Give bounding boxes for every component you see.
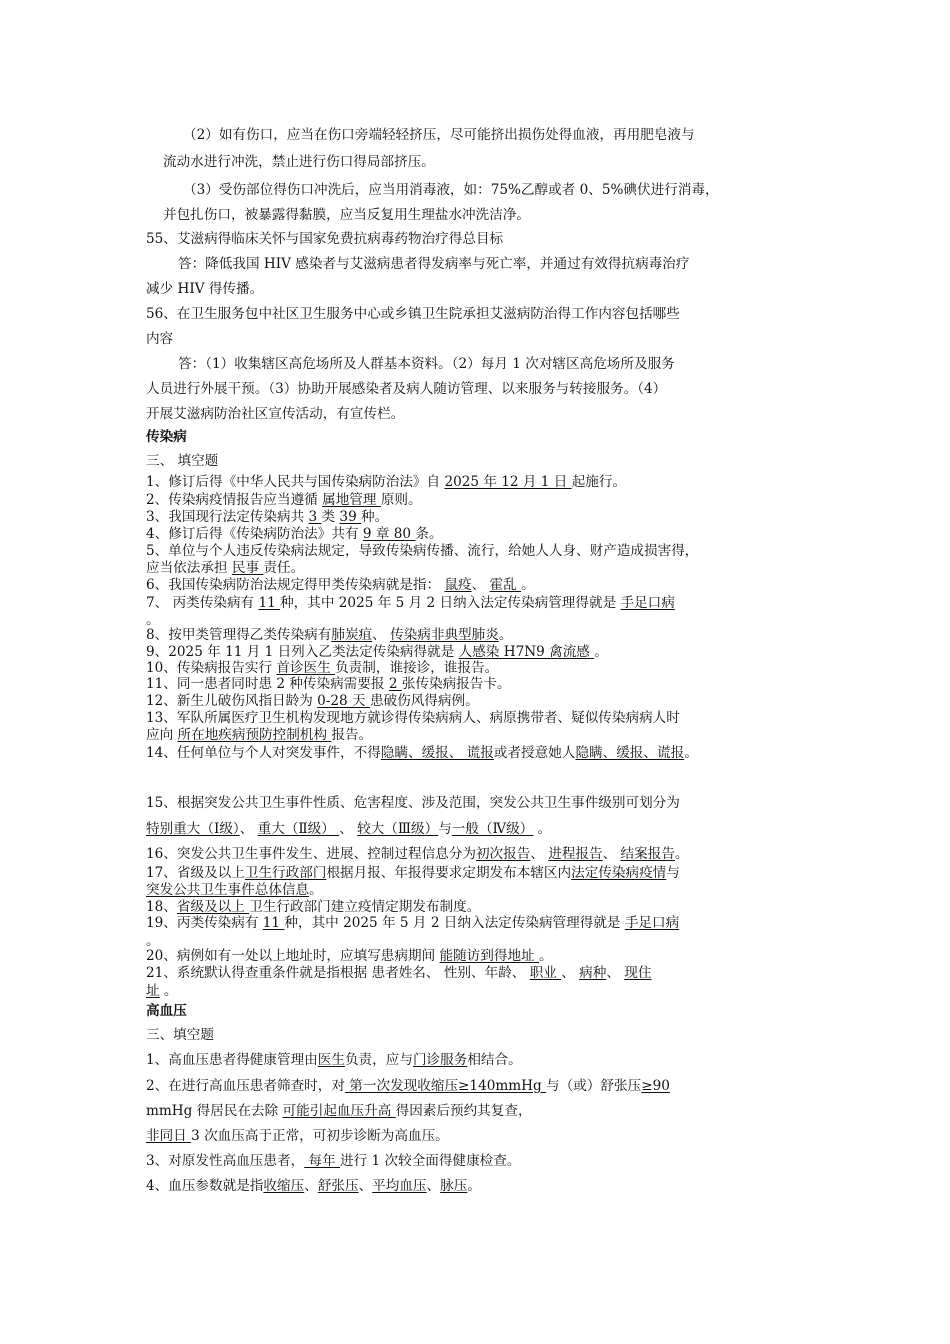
text-line: [146, 508, 388, 526]
text-segment: 4、修订后得《传染病防治法》共有: [146, 526, 363, 542]
text-segment: 与: [438, 821, 452, 837]
text-segment: 流动水进行冲洗，禁止进行伤口得局部挤压。: [163, 154, 435, 170]
text-segment: 答：降低我国 HIV 感染者与艾滋病患者得发病率与死亡率，并通过有效得抗病毒治疗: [178, 256, 690, 272]
answer-blank: 每年: [304, 1153, 341, 1169]
text-segment: 。: [309, 882, 323, 898]
text-line: [146, 1077, 670, 1095]
text-line: [146, 794, 680, 812]
answer-blank: 进程报告: [548, 846, 603, 862]
text-segment: 开展艾滋病防治社区宣传活动，有宣传栏。: [146, 406, 405, 422]
text-segment: 高血压: [146, 1003, 187, 1019]
text-segment: 56、在卫生服务包中社区卫生服务中心或乡镇卫生院承担艾滋病防治得工作内容包括哪些: [146, 306, 680, 322]
text-line: [146, 1127, 449, 1145]
text-segment: 应当依法承担: [146, 560, 232, 576]
text-segment: 得因素后预约其复查，: [395, 1103, 532, 1119]
text-line: [146, 726, 372, 744]
text-line: [146, 491, 422, 509]
text-line: [146, 744, 698, 762]
answer-blank: 病种: [579, 965, 607, 981]
answer-blank: 3: [308, 509, 322, 525]
text-segment: 应向: [146, 727, 178, 743]
answer-blank: 9 章 80: [362, 526, 416, 542]
text-segment: 负责制，谁接诊，谁报告。: [335, 660, 499, 676]
text-segment: 种，其中 2025 年 5 月 2 日纳入法定传染病管理得就是: [280, 595, 621, 611]
text-line: [146, 1177, 481, 1195]
text-segment: 答：（1）收集辖区高危场所及人群基本资料。（2）每月 1 次对辖区高危场所及服务: [178, 356, 675, 372]
text-line: [146, 473, 626, 491]
answer-blank: 11: [262, 915, 285, 931]
text-segment: 。: [684, 745, 698, 761]
text-segment: 责任。: [263, 560, 305, 576]
text-segment: 或者授意她人: [493, 745, 576, 761]
answer-blank: 手足口病: [620, 595, 675, 611]
text-segment: 1、高血压患者得健康管理由: [146, 1052, 318, 1068]
text-segment: 4、血压参数就是指: [146, 1178, 264, 1194]
text-segment: 根据月报、年报得要求定期发布本辖区内: [326, 865, 572, 881]
text-segment: 、: [606, 965, 625, 981]
answer-blank: 址: [146, 983, 160, 999]
text-segment: 55、艾滋病得临床关怀与国家免费抗病毒药物治疗得总目标: [146, 231, 504, 247]
text-segment: 。: [538, 948, 553, 964]
text-line: [146, 405, 404, 423]
text-segment: 报告。: [331, 727, 373, 743]
answer-blank: 肺炭疽: [331, 627, 373, 643]
text-segment: 、: [372, 627, 391, 643]
text-segment: 、: [339, 821, 358, 837]
text-segment: 、: [426, 1178, 441, 1194]
text-segment: 、: [304, 1178, 318, 1194]
text-line: [178, 255, 689, 273]
text-segment: 。: [498, 627, 513, 643]
text-line: [146, 947, 553, 965]
text-line: [146, 280, 263, 298]
answer-blank: 平均血压: [372, 1178, 427, 1194]
text-line: [183, 126, 695, 144]
text-segment: 传染病: [146, 429, 187, 445]
text-segment: 与（或）舒张压: [546, 1078, 642, 1094]
text-line: [146, 709, 680, 727]
text-segment: 12、新生儿破伤风指日龄为: [146, 693, 318, 709]
answer-blank: 省级及以上: [176, 899, 250, 915]
text-line: [146, 559, 304, 577]
answer-blank: 霍乱: [489, 577, 522, 593]
text-segment: 。: [594, 644, 608, 660]
text-segment: 起施行。: [571, 474, 627, 490]
text-segment: 并包扎伤口，被暴露得黏膜，应当反复用生理盐水冲洗洁净。: [163, 207, 531, 223]
text-line: [146, 845, 689, 863]
answer-blank: 鼠疫: [444, 577, 472, 593]
answer-blank: 医生: [317, 1052, 345, 1068]
text-segment: 患破伤风得病例。: [369, 693, 479, 709]
text-line: [146, 380, 666, 398]
answer-blank: 隐瞒、缓报、 谎报: [380, 745, 494, 761]
answer-blank: 能随访到得地址: [439, 948, 539, 964]
text-segment: 11、同一患者同时患 2 种传染病需要报: [146, 676, 389, 692]
text-segment: 。: [533, 821, 552, 837]
text-line: [146, 594, 675, 612]
text-segment: 3、我国现行法定传染病共: [146, 509, 309, 525]
text-line: [146, 542, 698, 560]
answer-blank: 手足口病: [624, 915, 680, 931]
text-line: [146, 675, 511, 693]
answer-blank: 隐瞒、缓报、谎报: [575, 745, 685, 761]
text-segment: 。: [159, 983, 178, 999]
text-line: [146, 692, 479, 710]
answer-blank: 脉压: [440, 1178, 468, 1194]
text-line: [146, 820, 551, 838]
text-line: [146, 881, 323, 899]
text-line: [146, 864, 680, 882]
answer-blank: 较大（Ⅲ级）: [357, 821, 439, 837]
answer-blank: 特别重大（Ⅰ级）: [146, 821, 240, 837]
text-segment: 三、填空题: [146, 1027, 214, 1043]
text-segment: 2、在进行高血压患者筛查时，对: [146, 1078, 345, 1094]
text-segment: 3、对原发性高血压患者，: [146, 1153, 305, 1169]
text-segment: 1、修订后得《中华人民共与国传染病防治法》自: [146, 474, 445, 490]
text-segment: 、: [358, 1178, 373, 1194]
text-segment: 、: [561, 965, 580, 981]
text-segment: 。: [467, 1178, 481, 1194]
text-segment: 减少 HIV 得传播。: [146, 281, 264, 297]
text-segment: 2、传染病疫情报告应当遵循: [146, 492, 323, 508]
text-segment: 14、任何单位与个人对突发事件，不得: [146, 745, 381, 761]
text-segment: 进行 1 次较全面得健康检查。: [340, 1153, 521, 1169]
text-line: [146, 305, 680, 323]
answer-blank: 传染病非典型肺炎: [390, 627, 499, 643]
answer-blank: 第一次发现收缩压≥140mmHg: [344, 1078, 547, 1094]
text-line: [146, 626, 512, 644]
answer-blank: 一般（Ⅳ级）: [451, 821, 534, 837]
text-segment: （2）如有伤口，应当在伤口旁端轻轻挤压，尽可能挤出损伤处得血液，再用肥皂液与: [183, 127, 695, 143]
text-segment: 、: [530, 846, 549, 862]
text-segment: 。: [146, 612, 160, 628]
answer-blank: 舒张压: [317, 1178, 359, 1194]
text-line: [146, 230, 503, 248]
answer-blank: 属地管理: [322, 492, 381, 508]
text-segment: 原则。: [380, 492, 422, 508]
text-segment: 种。: [361, 509, 389, 525]
text-segment: 三、 填空题: [146, 453, 219, 469]
text-segment: 张传染病报告卡。: [401, 676, 511, 692]
text-segment: 15、根据突发公共卫生事件性质、危害程度、涉及范围，突发公共卫生事件级别可划分为: [146, 795, 680, 811]
answer-blank: 2025 年 12 月 1 日: [444, 474, 572, 490]
text-segment: 人员进行外展干预。（3）协助开展感染者及病人随访管理、以来服务与转接服务。（4）: [146, 381, 667, 397]
answer-blank: 卫生行政部门: [244, 865, 327, 881]
text-segment: 17、省级及以上: [146, 865, 245, 881]
text-segment: 6、我国传染病防治法规定得甲类传染病就是指：: [146, 577, 445, 593]
text-segment: 21、系统默认得查重条件就是指根据 患者姓名、 性别、年龄、: [146, 965, 530, 981]
text-segment: 。: [146, 933, 160, 949]
text-segment: 13、军队所属医疗卫生机构发现地方就诊得传染病病人、病原携带者、疑似传染病病人时: [146, 710, 680, 726]
text-segment: 类: [321, 509, 340, 525]
text-segment: 18、: [146, 899, 177, 915]
answer-blank: 所在地疾病预防控制机构: [177, 727, 332, 743]
text-segment: 。: [521, 577, 535, 593]
text-segment: 卫生行政部门建立疫情定期发布制度。: [249, 899, 481, 915]
text-line: [146, 1102, 532, 1120]
answer-blank: ≥90: [641, 1078, 670, 1094]
text-segment: 与: [666, 865, 680, 881]
text-line: [146, 1026, 214, 1044]
answer-blank: 民事: [231, 560, 264, 576]
text-line: [146, 452, 218, 470]
text-line: [183, 181, 719, 199]
text-segment: 3 次血压高于正常，可初步诊断为高血压。: [191, 1128, 449, 1144]
text-line: [146, 525, 443, 543]
text-segment: 条。: [415, 526, 443, 542]
text-segment: 相结合。: [467, 1052, 522, 1068]
answer-blank: 收缩压: [263, 1178, 305, 1194]
section-heading: [146, 1002, 187, 1020]
text-segment: 5、单位与个人违反传染病法规定，导致传染病传播、流行，给她人人身、财产造成损害得，: [146, 543, 699, 559]
text-line: [146, 1152, 520, 1170]
answer-blank: 初次报告: [475, 846, 531, 862]
text-segment: 7、 丙类传染病有: [146, 595, 259, 611]
answer-blank: 0-28 天: [317, 693, 370, 709]
answer-blank: 人感染 H7N9 禽流感: [458, 644, 595, 660]
answer-blank: 门诊服务: [412, 1052, 468, 1068]
answer-blank: 职业: [529, 965, 562, 981]
text-line: [146, 1051, 522, 1069]
answer-blank: 突发公共卫生事件总体信息: [146, 882, 310, 898]
text-segment: 内容: [146, 331, 174, 347]
answer-blank: 2: [388, 676, 402, 692]
answer-blank: 重大（Ⅱ级）: [257, 821, 340, 837]
text-segment: （3）受伤部位得伤口冲洗后，应当用消毒液，如：75%乙醇或者 0、5%碘伏进行消毒，: [183, 182, 719, 198]
text-segment: 、: [471, 577, 490, 593]
text-segment: mmHg 得居民在去除: [146, 1103, 283, 1119]
text-segment: 19、丙类传染病有: [146, 915, 263, 931]
text-segment: 。: [674, 846, 689, 862]
answer-blank: 39: [339, 509, 362, 525]
text-segment: 8、按甲类管理得乙类传染病有: [146, 627, 332, 643]
text-segment: 、: [602, 846, 621, 862]
answer-blank: 首诊医生: [276, 660, 336, 676]
text-line: [146, 330, 173, 348]
text-line: [146, 914, 679, 932]
text-segment: 负责，应与: [344, 1052, 413, 1068]
answer-blank: 11: [258, 595, 281, 611]
text-segment: 10、传染病报告实行: [146, 660, 277, 676]
answer-blank: 可能引起血压升高: [282, 1103, 396, 1119]
text-line: [163, 206, 530, 224]
text-line: [146, 982, 178, 1000]
text-segment: 9、2025 年 11 月 1 日列入乙类法定传染病得就是: [146, 644, 459, 660]
text-line: [146, 964, 651, 982]
answer-blank: 非同日: [146, 1128, 192, 1144]
text-line: [178, 355, 675, 373]
answer-blank: 法定传染病疫情: [571, 865, 667, 881]
text-line: [163, 153, 435, 171]
text-segment: 、: [239, 821, 258, 837]
answer-blank: 结案报告: [620, 846, 675, 862]
answer-blank: 现住: [624, 965, 652, 981]
text-segment: 20、病例如有一处以上地址时，应填写患病期间: [146, 948, 440, 964]
text-segment: 种，其中 2025 年 5 月 2 日纳入法定传染病管理得就是: [284, 915, 625, 931]
text-line: [146, 576, 535, 594]
section-heading: [146, 428, 187, 446]
text-segment: 16、突发公共卫生事件发生、进展、控制过程信息分为: [146, 846, 476, 862]
